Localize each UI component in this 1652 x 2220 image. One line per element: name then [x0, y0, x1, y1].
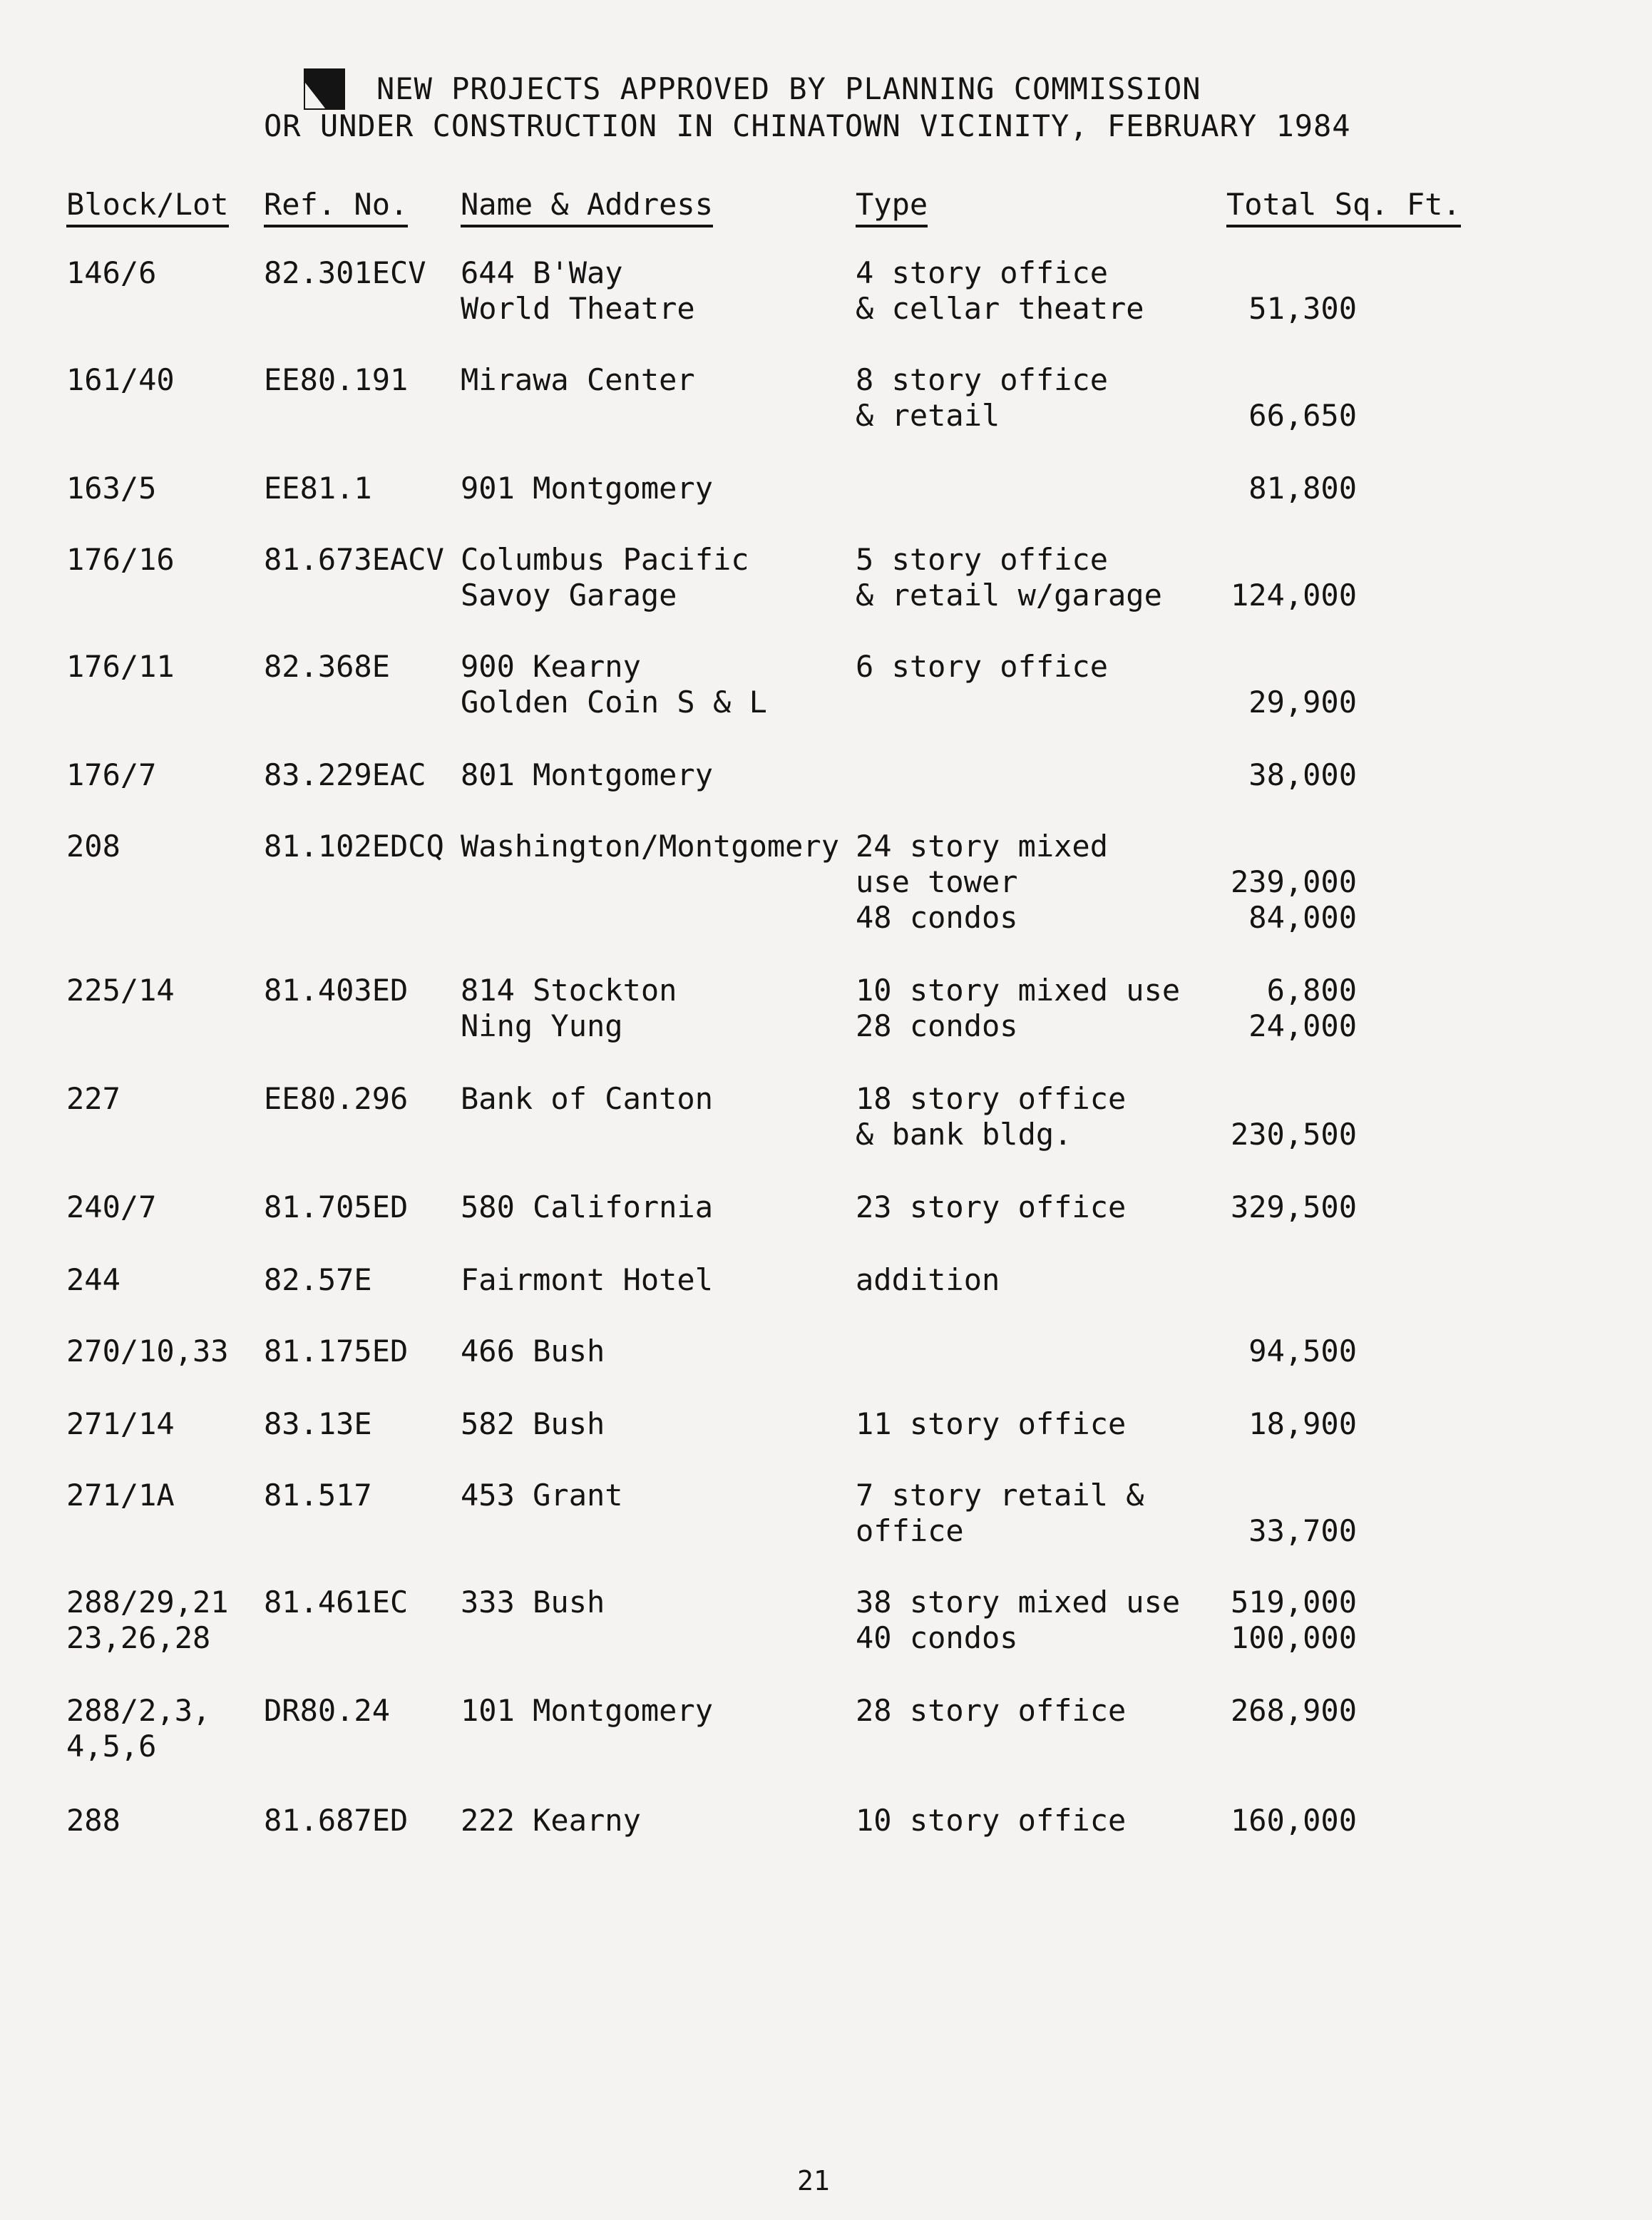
total-sqft-cell [1231, 542, 1357, 613]
type-cell-line: 7 story retail & [856, 1478, 1144, 1513]
block-lot-cell [66, 1585, 229, 1656]
type-cell-line: use tower [856, 864, 1018, 899]
total-sqft-cell [1248, 757, 1357, 793]
type-cell [856, 1478, 1144, 1549]
block-lot-cell [66, 1190, 156, 1225]
title-line-1: NEW PROJECTS APPROVED BY PLANNING COMMISSION [376, 71, 1201, 106]
type-cell [856, 973, 1180, 1044]
type-cell-line: 38 story mixed use [856, 1585, 1181, 1620]
total-sqft-cell-line: 29,900 [1248, 685, 1357, 720]
name-address-cell [461, 1081, 713, 1117]
total-sqft-cell [1248, 1334, 1357, 1369]
type-cell [856, 1406, 1126, 1442]
total-sqft-cell-line: 100,000 [1230, 1620, 1357, 1655]
block-lot-cell-line: 288/29,21 [66, 1585, 229, 1620]
block-lot-cell-line: 23,26,28 [66, 1620, 211, 1655]
block-lot-cell-line: 176/16 [66, 542, 175, 577]
block-lot-cell [66, 1334, 229, 1369]
table-row [0, 1081, 1652, 1152]
name-address-cell-line: Washington/Montgomery [461, 829, 840, 864]
ref-no-cell: EE81.1 [264, 471, 372, 506]
name-address-cell-line: 582 Bush [461, 1406, 605, 1441]
table-row [0, 649, 1652, 720]
ref-no-cell: 81.175ED [264, 1334, 409, 1369]
type-cell [856, 1190, 1126, 1225]
total-sqft-cell [1231, 1190, 1357, 1225]
table-row [0, 1693, 1652, 1764]
block-lot-cell [66, 1262, 120, 1298]
total-sqft-cell-line: 94,500 [1248, 1334, 1357, 1369]
table-row [0, 1262, 1652, 1297]
type-cell [856, 1262, 1000, 1298]
name-address-cell-line: Mirawa Center [461, 362, 695, 397]
block-lot-cell [66, 362, 175, 398]
name-address-cell [461, 649, 767, 720]
type-cell [856, 542, 1162, 613]
type-cell-line: 10 story mixed use [856, 973, 1181, 1008]
block-lot-cell [66, 1081, 120, 1117]
type-cell-line [856, 685, 1108, 720]
total-sqft-cell-line: 51,300 [1248, 291, 1357, 326]
type-cell-line: 40 condos [856, 1620, 1018, 1655]
block-lot-cell-line: 288 [66, 1803, 120, 1838]
block-lot-cell-line: 240/7 [66, 1190, 157, 1224]
name-address-cell [461, 471, 713, 506]
type-cell-line: & cellar theatre [856, 291, 1144, 326]
total-sqft-cell-line [1231, 829, 1357, 864]
total-sqft-cell-line [1248, 255, 1357, 291]
table-row [0, 1803, 1652, 1838]
total-sqft-cell-line: 24,000 [1248, 1008, 1357, 1043]
type-cell [856, 649, 1108, 720]
type-cell [856, 362, 1108, 434]
name-address-cell-line: 222 Kearny [461, 1803, 641, 1838]
name-address-cell [461, 362, 695, 398]
block-lot-cell [66, 1803, 120, 1838]
total-sqft-cell-line [1231, 542, 1357, 578]
name-address-cell-line: Golden Coin S & L [461, 685, 767, 720]
block-lot-cell-line: 146/6 [66, 255, 157, 290]
block-lot-cell-line: 4,5,6 [66, 1729, 157, 1764]
block-lot-cell-line: 176/11 [66, 649, 175, 684]
total-sqft-cell [1248, 362, 1357, 434]
ref-no-cell: 81.102EDCQ [264, 829, 444, 864]
ref-no-cell: EE80.191 [264, 362, 409, 397]
block-lot-cell [66, 471, 156, 506]
total-sqft-cell [1248, 471, 1357, 506]
name-address-cell-line: Savoy Garage [461, 578, 677, 613]
total-sqft-cell-line: 66,650 [1248, 398, 1357, 433]
total-sqft-cell-line [1231, 1081, 1357, 1117]
name-address-cell-line: World Theatre [461, 291, 695, 326]
total-sqft-cell-line: 239,000 [1230, 864, 1357, 899]
name-address-cell [461, 1478, 623, 1513]
header-ref-no: Ref. No. [264, 187, 408, 222]
total-sqft-cell [1231, 1081, 1357, 1152]
block-lot-cell [66, 649, 175, 685]
block-lot-cell-line: 225/14 [66, 973, 175, 1008]
total-sqft-cell [1231, 1803, 1357, 1838]
name-address-cell-line: Fairmont Hotel [461, 1262, 714, 1297]
type-cell-line: office [856, 1513, 964, 1548]
block-lot-cell-line: 208 [66, 829, 120, 864]
header-total-sqft: Total Sq. Ft. [1226, 187, 1461, 222]
block-lot-cell [66, 757, 156, 793]
page-number: 21 [797, 2165, 830, 2196]
total-sqft-cell-line: 6,800 [1266, 973, 1357, 1008]
table-row [0, 1406, 1652, 1441]
ref-no-cell: 81.403ED [264, 973, 409, 1008]
block-lot-cell [66, 255, 156, 291]
total-sqft-cell-line: 124,000 [1230, 578, 1357, 613]
table-row [0, 255, 1652, 326]
type-cell-line: 48 condos [856, 900, 1018, 935]
block-lot-cell [66, 829, 120, 864]
type-cell-line: & retail [856, 398, 1000, 433]
ref-no-cell: 81.461EC [264, 1585, 409, 1620]
name-address-cell-line: 801 Montgomery [461, 757, 714, 792]
ref-no-cell: 81.687ED [264, 1803, 409, 1838]
header-block-lot: Block/Lot [66, 187, 229, 222]
block-lot-cell [66, 973, 175, 1008]
header-type: Type [856, 187, 928, 222]
block-lot-cell-line: 288/2,3, [66, 1693, 211, 1728]
ref-no-cell: 81.517 [264, 1478, 372, 1513]
block-lot-cell-line: 161/40 [66, 362, 175, 397]
total-sqft-cell [1248, 1478, 1357, 1549]
block-lot-cell-line: 227 [66, 1081, 120, 1116]
type-cell [856, 829, 1108, 936]
type-cell-line: 28 story office [856, 1693, 1127, 1728]
name-address-cell [461, 1585, 605, 1620]
name-address-cell [461, 757, 713, 793]
total-sqft-cell-line [1248, 1478, 1357, 1513]
total-sqft-cell-line: 519,000 [1230, 1585, 1357, 1620]
table-row [0, 542, 1652, 613]
block-lot-cell-line: 271/14 [66, 1406, 175, 1441]
total-sqft-cell-line: 84,000 [1248, 900, 1357, 935]
ref-no-cell: EE80.296 [264, 1081, 409, 1116]
type-cell [856, 1693, 1126, 1729]
block-lot-cell-line: 271/1A [66, 1478, 175, 1513]
type-cell-line: 5 story office [856, 542, 1109, 577]
block-lot-cell-line: 163/5 [66, 471, 157, 506]
name-address-cell [461, 1262, 713, 1298]
table-row [0, 757, 1652, 792]
block-lot-cell [66, 1693, 210, 1764]
type-cell-line: 8 story office [856, 362, 1109, 397]
table-row [0, 362, 1652, 433]
name-address-cell-line: 453 Grant [461, 1478, 623, 1513]
type-cell [856, 1803, 1126, 1838]
block-lot-cell [66, 1478, 175, 1513]
total-sqft-cell [1231, 1693, 1357, 1729]
name-address-cell [461, 542, 749, 613]
total-sqft-cell [1248, 649, 1357, 720]
ref-no-cell: 81.705ED [264, 1190, 409, 1224]
block-lot-cell-line: 244 [66, 1262, 120, 1297]
total-sqft-cell-line: 81,800 [1248, 471, 1357, 506]
name-address-cell [461, 255, 695, 327]
block-lot-cell-line: 176/7 [66, 757, 157, 792]
type-cell [856, 1081, 1126, 1152]
name-address-cell-line: 901 Montgomery [461, 471, 714, 506]
total-sqft-cell [1231, 829, 1357, 936]
type-cell-line: 28 condos [856, 1008, 1018, 1043]
total-sqft-cell-line: 38,000 [1248, 757, 1357, 792]
total-sqft-cell [1248, 973, 1357, 1044]
block-lot-cell-line: 270/10,33 [66, 1334, 229, 1369]
total-sqft-cell [1248, 1406, 1357, 1442]
name-address-cell-line: 580 California [461, 1190, 714, 1224]
total-sqft-cell [1248, 255, 1357, 327]
block-lot-cell [66, 542, 175, 578]
name-address-cell [461, 973, 677, 1044]
type-cell-line: 18 story office [856, 1081, 1127, 1116]
name-address-cell-line: Bank of Canton [461, 1081, 714, 1116]
ref-no-cell: 81.673EACV [264, 542, 444, 577]
name-address-cell [461, 1406, 605, 1442]
total-sqft-cell-line [1248, 362, 1357, 398]
ref-no-cell: 82.57E [264, 1262, 372, 1297]
name-address-cell [461, 1190, 713, 1225]
type-cell-line: 11 story office [856, 1406, 1127, 1441]
name-address-cell-line: 644 B'Way [461, 255, 623, 290]
block-lot-cell [66, 1406, 175, 1442]
name-address-cell-line: 101 Montgomery [461, 1693, 714, 1728]
total-sqft-cell-line: 160,000 [1230, 1803, 1357, 1838]
type-cell [856, 1585, 1180, 1656]
name-address-cell [461, 1693, 713, 1729]
total-sqft-cell-line: 33,700 [1248, 1513, 1357, 1548]
name-address-cell [461, 829, 839, 864]
type-cell-line: 10 story office [856, 1803, 1127, 1838]
type-cell-line: 23 story office [856, 1190, 1127, 1224]
ref-no-cell: 83.229EAC [264, 757, 426, 792]
total-sqft-cell [1231, 1585, 1357, 1656]
name-address-cell-line: 333 Bush [461, 1585, 605, 1620]
type-cell-line: addition [856, 1262, 1000, 1297]
total-sqft-cell-line: 230,500 [1230, 1117, 1357, 1152]
name-address-cell [461, 1334, 605, 1369]
header-name-address: Name & Address [461, 187, 713, 222]
type-cell-line: 6 story office [856, 649, 1109, 684]
ref-no-cell: 82.301ECV [264, 255, 426, 290]
name-address-cell [461, 1803, 641, 1838]
title-line-2: OR UNDER CONSTRUCTION IN CHINATOWN VICINITY, FEBRUARY 1984 [264, 108, 1351, 143]
name-address-cell-line: 814 Stockton [461, 973, 677, 1008]
type-cell-line: 4 story office [856, 255, 1109, 290]
total-sqft-cell-line: 18,900 [1248, 1406, 1357, 1441]
type-cell [856, 255, 1144, 327]
ref-no-cell: DR80.24 [264, 1693, 391, 1728]
ref-no-cell: 83.13E [264, 1406, 372, 1441]
total-sqft-cell-line: 268,900 [1230, 1693, 1357, 1728]
name-address-cell-line: 466 Bush [461, 1334, 605, 1369]
name-address-cell-line: Columbus Pacific [461, 542, 749, 577]
name-address-cell-line: Ning Yung [461, 1008, 623, 1043]
approved-project-icon [304, 68, 345, 110]
total-sqft-cell-line: 329,500 [1230, 1190, 1357, 1224]
type-cell-line: & retail w/garage [856, 578, 1162, 613]
total-sqft-cell-line [1248, 649, 1357, 685]
ref-no-cell: 82.368E [264, 649, 391, 684]
name-address-cell-line: 900 Kearny [461, 649, 641, 684]
type-cell-line: 24 story mixed [856, 829, 1109, 864]
type-cell-line: & bank bldg. [856, 1117, 1072, 1152]
